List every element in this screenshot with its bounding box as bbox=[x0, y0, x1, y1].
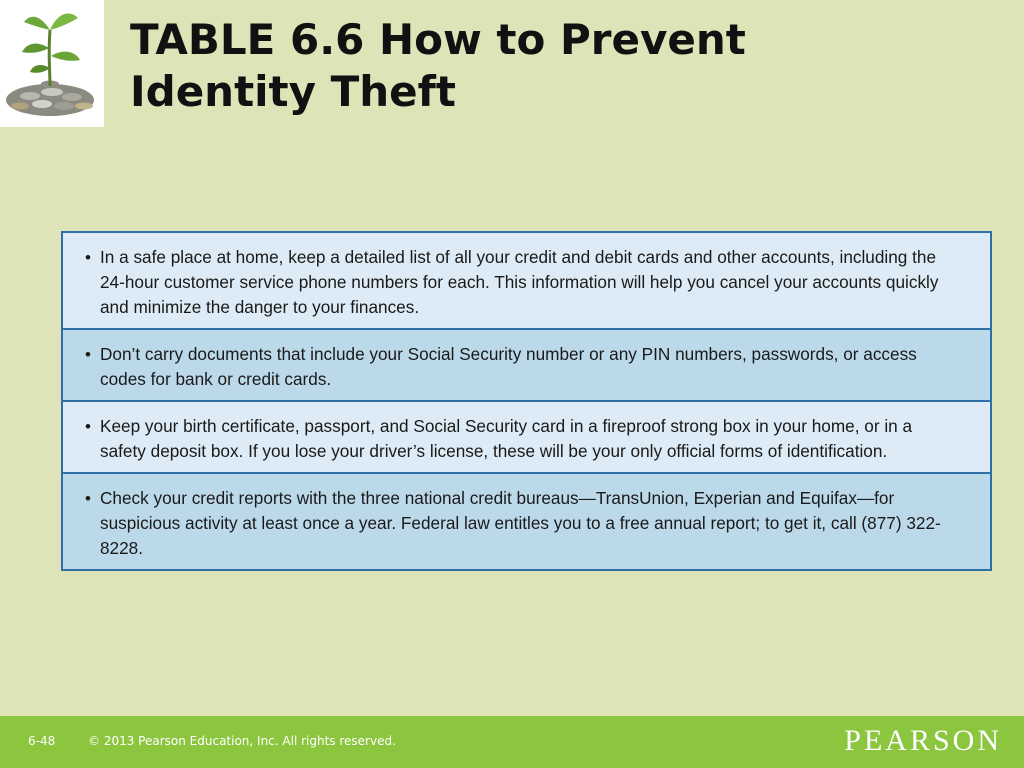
copyright-notice: © 2013 Pearson Education, Inc. All rights reserved. bbox=[88, 734, 396, 748]
bullet-icon: • bbox=[85, 417, 91, 436]
prevention-table bbox=[61, 231, 992, 571]
row-text: Check your credit reports with the three national credit bureaus—TransUnion, Experian and Equifax—for suspicious activity at least once a year. Federal law entitles you to a free annual report; to get it, call (877) 322-8228. bbox=[100, 488, 941, 558]
bullet-icon: • bbox=[85, 248, 91, 267]
table-row bbox=[63, 233, 990, 328]
table-row bbox=[63, 400, 990, 472]
seedling-coins-image bbox=[0, 0, 104, 127]
plant-icon bbox=[0, 0, 104, 127]
row-text: In a safe place at home, keep a detailed list of all your credit and debit cards and other accounts, including the 24-hour customer service phone numbers for each. This information will help you cancel your accounts quickly and minimize the danger to your finances. bbox=[100, 247, 939, 317]
table-row bbox=[63, 328, 990, 400]
row-text: Don’t carry documents that include your Social Security number or any PIN numbers, passwords, or access codes for bank or credit cards. bbox=[100, 344, 917, 389]
bullet-icon: • bbox=[85, 489, 91, 508]
pearson-logo: PEARSON bbox=[844, 724, 1002, 757]
row-text: Keep your birth certificate, passport, and Social Security card in a fireproof strong box in your home, or in a safety deposit box. If you lose your driver’s license, these will be your only official forms of identification. bbox=[100, 416, 913, 461]
footer-bar bbox=[0, 716, 1024, 768]
page-number: 6-48 bbox=[28, 734, 56, 748]
bullet-icon: • bbox=[85, 345, 91, 364]
table-row bbox=[63, 472, 990, 569]
page-title: TABLE 6.6 How to Prevent Identity Theft bbox=[130, 15, 746, 116]
